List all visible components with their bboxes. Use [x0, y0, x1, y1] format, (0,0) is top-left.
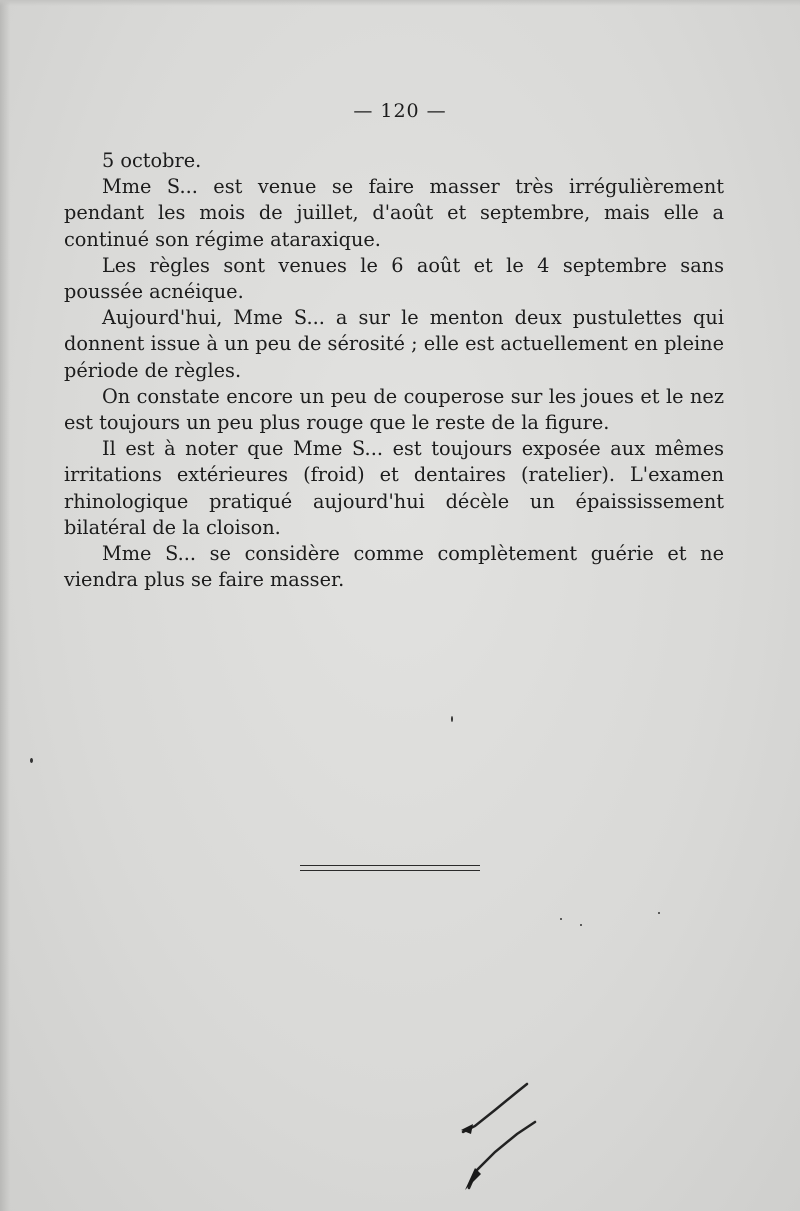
speck [451, 716, 453, 722]
speck [580, 924, 582, 926]
body-text [64, 148, 724, 593]
paragraph-regles: Les règles sont venues le 6 août et le 4 septembre sans poussée acnéique. [64, 253, 724, 304]
page-number: — 120 — [353, 100, 447, 122]
speck [30, 758, 33, 763]
speck [560, 918, 562, 920]
paragraph-aujourdhui: Aujourd'hui, Mme S... a sur le menton deux pustulettes qui donnent issue à un peu de sérosité ; elle est actuellement en pleine période de règles. [64, 306, 724, 382]
ink-blot-lower [465, 1168, 481, 1190]
ink-stroke-lower [469, 1122, 535, 1188]
end-rule-lower [300, 870, 480, 871]
paragraph-massage: Mme S... est venue se faire masser très irrégulièrement pendant les mois de juillet, d'août et septembre, mais elle a continué son régime ataraxique. [64, 175, 724, 251]
page-top-shadow [0, 0, 800, 6]
end-rule-upper [300, 865, 480, 866]
paragraph-date: 5 octobre. [102, 149, 202, 172]
ink-mark [455, 1070, 555, 1195]
paragraph-irritations: Il est à noter que Mme S... est toujours exposée aux mêmes irritations extérieures (froid) et dentaires (ratelier). L'examen rhinologique pratiqué aujourd'hui décèle un épaississement bilatéral de la cloison. [64, 437, 724, 539]
page-edge-shadow [0, 0, 10, 1211]
speck [658, 912, 660, 914]
paragraph-couperose: On constate encore un peu de couperose sur les joues et le nez est toujours un peu plus rouge que le reste de la figure. [64, 384, 724, 435]
paragraph-guerie: Mme S... se considère comme complètement guérie et ne viendra plus se faire masser. [64, 542, 724, 592]
